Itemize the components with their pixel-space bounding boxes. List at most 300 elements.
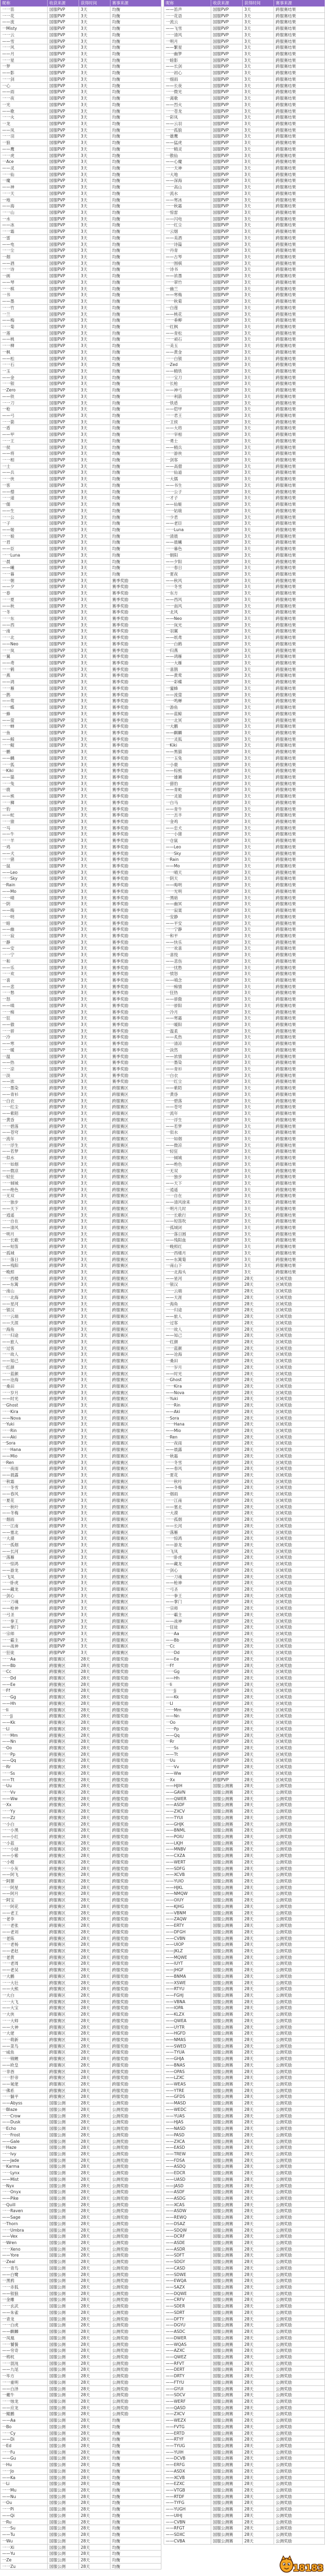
- event-cell: 公测奖励: [110, 2373, 161, 2379]
- event-cell: 公测奖励: [110, 2361, 161, 2367]
- event-cell: 区域奖励: [274, 1770, 325, 1777]
- table-row: [164, 83, 325, 89]
- source-cell: 跨服PVP: [211, 1250, 243, 1257]
- event-cell: 跨服赛区: [110, 1498, 161, 1504]
- nickname-cell: ——凤: [1, 127, 48, 134]
- source-cell: 跨服PVP: [48, 1313, 79, 1320]
- nickname-cell: ——GAVN: [164, 1789, 211, 1796]
- table-row: [1, 2272, 161, 2278]
- table-row: [1, 457, 161, 463]
- table-row: [164, 1954, 325, 1961]
- nickname-cell: 一一相: [1, 457, 48, 463]
- source-cell: 跨服PVP: [211, 1028, 243, 1035]
- nickname-cell: ——FDSA: [164, 2157, 211, 2164]
- time-cell: 28天: [79, 1802, 110, 1808]
- time-cell: 3天: [243, 495, 274, 501]
- nickname-cell: ——冬梅: [1, 1510, 48, 1516]
- source-cell: 国服PVP: [48, 228, 79, 235]
- nickname-cell: 一阿宝: [1, 1897, 48, 1904]
- event-cell: 均衡: [110, 2468, 161, 2475]
- nickname-cell: 一梦: [1, 63, 48, 70]
- source-cell: 国服PVP: [48, 317, 79, 324]
- time-cell: 3天: [243, 1212, 274, 1219]
- nickname-cell: ——Di: [1, 2436, 48, 2443]
- source-cell: 跨服PVP: [211, 1757, 243, 1764]
- time-cell: 3天: [79, 603, 110, 610]
- source-cell: 国服PVP: [48, 83, 79, 89]
- header-time: 获得时间: [79, 0, 110, 6]
- source-cell: 国服公测: [48, 2107, 79, 2113]
- source-cell: 国服PVP: [211, 463, 243, 470]
- table-row: [1, 628, 161, 635]
- source-cell: 跨服PVP: [211, 1123, 243, 1130]
- nickname-cell: ——时光: [164, 1371, 211, 1377]
- nickname-cell: 一一狐: [1, 762, 48, 768]
- nickname-cell: ——麒麟: [1, 2329, 48, 2335]
- time-cell: 3天: [243, 482, 274, 489]
- source-cell: 国服公测: [48, 2195, 79, 2202]
- table-row: [1, 2189, 161, 2195]
- event-cell: 跨服赛结果: [274, 926, 325, 933]
- table-row: [164, 1078, 325, 1085]
- source-cell: 跨服PVP: [48, 1618, 79, 1625]
- source-cell: 跨服PVP: [211, 1561, 243, 1567]
- table-row: [164, 793, 325, 800]
- nickname-cell: 一一Sky: [164, 851, 211, 857]
- table-row: [1, 977, 161, 984]
- source-cell: 国服公测赛: [211, 2252, 243, 2259]
- event-cell: 跨服赛结果: [274, 1129, 325, 1136]
- table-row: [1, 38, 161, 45]
- source-cell: 国服公测赛: [211, 2062, 243, 2069]
- table-row: [1, 1897, 161, 1904]
- time-cell: 28天: [79, 2189, 110, 2195]
- nickname-cell: 一一自在: [164, 1193, 211, 1199]
- nickname-cell: 一流水: [164, 191, 211, 197]
- event-cell: 跨服赛结果: [274, 247, 325, 254]
- event-cell: 跨服赛结果: [274, 95, 325, 102]
- time-cell: 28天: [243, 2189, 274, 2195]
- table-row: [164, 191, 325, 197]
- event-cell: 公测奖励: [110, 2335, 161, 2342]
- event-cell: 跨服奖励: [110, 1936, 161, 1942]
- time-cell: 3天: [79, 692, 110, 698]
- source-cell: 跨服PVP: [48, 1326, 79, 1333]
- time-cell: 28天: [243, 2475, 274, 2481]
- source-cell: 国服PVP: [48, 635, 79, 641]
- source-cell: 国服PVP: [48, 298, 79, 305]
- nickname-cell: 一一羽: [1, 133, 48, 140]
- table-row: [1, 1738, 161, 1745]
- source-cell: 国服PVP: [211, 762, 243, 768]
- nickname-cell: ——Dusk: [1, 2119, 48, 2126]
- nickname-cell: 一一Lynx: [1, 2170, 48, 2176]
- table-row: [1, 2183, 161, 2189]
- time-cell: 3天: [79, 736, 110, 743]
- source-cell: 跨服PVP: [48, 1599, 79, 1605]
- nickname-cell: ——TYUI: [164, 1815, 211, 1821]
- table-row: [164, 2094, 325, 2100]
- time-cell: 3天: [79, 450, 110, 457]
- source-cell: 跨服赛区: [48, 1941, 79, 1948]
- nickname-cell: ——掌门: [1, 1624, 48, 1631]
- event-cell: 区域奖励: [274, 1713, 325, 1719]
- time-cell: 28天: [79, 2113, 110, 2120]
- nickname-cell: ——SDCV: [164, 2392, 211, 2398]
- event-cell: 区域奖励: [274, 1682, 325, 1688]
- table-row: [164, 692, 325, 698]
- time-cell: 28天: [243, 1282, 274, 1288]
- nickname-cell: 一一老张: [1, 1923, 48, 1929]
- event-cell: 公测奖励: [274, 2468, 325, 2475]
- table-row: [164, 1396, 325, 1402]
- nickname-cell: 一流年: [164, 1110, 211, 1117]
- source-cell: 跨服PVP: [48, 1358, 79, 1364]
- table-row: [164, 781, 325, 787]
- source-cell: 国服PVP: [48, 584, 79, 590]
- time-cell: 3天: [79, 1339, 110, 1345]
- source-cell: 国服PVP: [48, 990, 79, 996]
- event-cell: 跨服赛结果: [274, 565, 325, 571]
- event-cell: 均衡: [110, 25, 161, 32]
- time-cell: 3天: [243, 1148, 274, 1155]
- event-cell: 赛季奖励: [110, 736, 161, 743]
- event-cell: 公测奖励: [274, 2202, 325, 2208]
- nickname-cell: 一一倾城: [164, 1155, 211, 1161]
- table-row: [164, 2532, 325, 2538]
- time-cell: 3天: [243, 1073, 274, 1079]
- source-cell: 跨服PVP: [211, 1313, 243, 1320]
- event-cell: 公测奖励: [274, 1973, 325, 1980]
- event-cell: 公测奖励: [274, 2379, 325, 2386]
- time-cell: 3天: [79, 1313, 110, 1320]
- source-cell: 跨服PVP: [211, 1041, 243, 1047]
- event-cell: 跨服奖励: [110, 2030, 161, 2037]
- time-cell: 3天: [243, 774, 274, 781]
- source-cell: 国服PVP: [211, 616, 243, 622]
- event-cell: 跨服赛区: [110, 1326, 161, 1333]
- event-cell: 跨服赛结果: [274, 368, 325, 375]
- time-cell: 3天: [79, 1098, 110, 1104]
- time-cell: 3天: [243, 146, 274, 153]
- nickname-cell: 一美玉: [164, 343, 211, 349]
- table-row: [164, 1866, 325, 1872]
- nickname-cell: 一大儒: [164, 476, 211, 482]
- event-cell: 公测奖励: [110, 2386, 161, 2392]
- nickname-cell: 一一Pp: [164, 1726, 211, 1732]
- event-cell: 赛季奖励: [110, 692, 161, 698]
- source-cell: 国服公测赛: [211, 2119, 243, 2126]
- source-cell: 跨服赛区: [48, 1815, 79, 1821]
- event-cell: 跨服赛结果: [274, 723, 325, 730]
- event-cell: 均衡: [110, 102, 161, 108]
- table-row: [1, 2329, 161, 2335]
- event-cell: 公测奖励: [110, 2392, 161, 2398]
- table-row: [1, 597, 161, 603]
- time-cell: 28天: [243, 1866, 274, 1872]
- nickname-cell: ——SDFT: [164, 2252, 211, 2259]
- event-cell: 公测奖励: [274, 2049, 325, 2056]
- event-cell: 跨服赛区: [110, 1123, 161, 1130]
- source-cell: 跨服赛区: [48, 1992, 79, 1999]
- source-cell: 跨服PVP: [211, 1516, 243, 1523]
- header-source: 收获来源: [211, 0, 243, 6]
- time-cell: 3天: [243, 13, 274, 19]
- event-cell: 均衡: [110, 146, 161, 153]
- table-row: [164, 140, 325, 146]
- nickname-cell: ——CVBN: [164, 2519, 211, 2526]
- table-row: [164, 1834, 325, 1840]
- time-cell: 3天: [243, 895, 274, 901]
- event-cell: 跨服赛结果: [274, 692, 325, 698]
- source-cell: 跨服PVP: [211, 857, 243, 863]
- event-cell: 跨服赛结果: [274, 717, 325, 724]
- left-table-body: [1, 6, 161, 2570]
- nickname-cell: 一一Raven: [1, 2208, 48, 2214]
- table-row: [1, 406, 161, 413]
- source-cell: 跨服PVP: [211, 984, 243, 990]
- nickname-cell: ——长河: [164, 1523, 211, 1529]
- nickname-cell: 一一天神: [164, 165, 211, 172]
- nickname-cell: 一一浮生: [164, 1117, 211, 1123]
- nickname-cell: ——大熊: [1, 1986, 48, 1992]
- event-cell: 区域奖励: [274, 1738, 325, 1745]
- event-cell: 区域奖励: [274, 1326, 325, 1333]
- event-cell: 跨服赛区: [110, 1491, 161, 1498]
- nickname-cell: ——烈火: [164, 102, 211, 108]
- table-row: [1, 1999, 161, 2005]
- source-cell: 国服PVP: [48, 965, 79, 971]
- time-cell: 28天: [243, 1859, 274, 1866]
- source-cell: 国服公测: [48, 2145, 79, 2151]
- time-cell: 3天: [79, 406, 110, 413]
- table-row: [164, 1529, 325, 1536]
- source-cell: 国服PVP: [48, 1054, 79, 1060]
- table-row: [1, 2030, 161, 2037]
- event-cell: 公测奖励: [110, 2342, 161, 2348]
- time-cell: 28天: [79, 1688, 110, 1694]
- time-cell: 3天: [79, 210, 110, 216]
- time-cell: 28天: [243, 2081, 274, 2088]
- time-cell: 3天: [79, 635, 110, 641]
- source-cell: 国服PVP: [48, 552, 79, 559]
- nickname-cell: 一一Sky: [1, 875, 48, 882]
- table-row: [1, 736, 161, 743]
- event-cell: 赛季奖励: [110, 730, 161, 736]
- table-row: [1, 2157, 161, 2164]
- source-cell: 国服PVP: [48, 933, 79, 939]
- left-table: [0, 0, 161, 2570]
- source-cell: 国服公测赛: [211, 2043, 243, 2050]
- nickname-cell: ——西风: [164, 597, 211, 603]
- nickname-cell: 一一刀魂: [1, 1599, 48, 1605]
- event-cell: 跨服赛结果: [274, 755, 325, 762]
- source-cell: 国服PVP: [48, 844, 79, 851]
- nickname-cell: 一一大雁: [164, 660, 211, 666]
- time-cell: 3天: [79, 685, 110, 692]
- table-row: [164, 641, 325, 648]
- event-cell: 跨服奖励: [110, 1770, 161, 1777]
- table-row: [1, 2113, 161, 2120]
- table-row: [164, 2519, 325, 2526]
- event-cell: 赛季奖励: [110, 984, 161, 990]
- source-cell: 跨服PVP: [211, 1301, 243, 1307]
- table-row: [164, 2202, 325, 2208]
- nickname-cell: 一一朝: [1, 578, 48, 584]
- time-cell: 3天: [243, 1110, 274, 1117]
- table-row: [1, 235, 161, 241]
- time-cell: 28天: [79, 2348, 110, 2354]
- nickname-cell: ——曦: [1, 565, 48, 571]
- nickname-cell: 一一痴: [1, 1009, 48, 1016]
- source-cell: 国服公测赛: [211, 2405, 243, 2411]
- table-row: [1, 1688, 161, 1694]
- source-cell: 跨服PVP: [211, 1244, 243, 1250]
- table-row: [164, 1960, 325, 1967]
- nickname-cell: 一剑心: [1, 1593, 48, 1599]
- event-cell: 跨服奖励: [110, 1726, 161, 1732]
- source-cell: 跨服PVP: [211, 1155, 243, 1161]
- nickname-cell: ——DCVB: [164, 2455, 211, 2462]
- table-row: [1, 2037, 161, 2043]
- source-cell: 跨服赛区: [48, 1757, 79, 1764]
- event-cell: 跨服赛结果: [274, 1009, 325, 1016]
- nickname-cell: ——苍穹: [164, 1104, 211, 1110]
- source-cell: 国服PVP: [48, 742, 79, 749]
- source-cell: 跨服赛区: [48, 1904, 79, 1910]
- event-cell: 跨服赛结果: [274, 1041, 325, 1047]
- nickname-cell: 一Ren: [164, 1434, 211, 1441]
- table-row: [164, 2481, 325, 2487]
- nickname-cell: 一一故人: [164, 1326, 211, 1333]
- time-cell: 3天: [79, 520, 110, 527]
- nickname-cell: 一惊雷: [164, 210, 211, 216]
- source-cell: 跨服PVP: [48, 1561, 79, 1567]
- source-cell: 跨服PVP: [211, 958, 243, 965]
- source-cell: 国服PVP: [211, 552, 243, 559]
- table-row: [1, 1294, 161, 1301]
- time-cell: 3天: [243, 508, 274, 514]
- event-cell: 跨服赛结果: [274, 945, 325, 952]
- table-row: [164, 2278, 325, 2284]
- time-cell: 3天: [79, 1231, 110, 1238]
- nickname-cell: ——长夜: [164, 83, 211, 89]
- source-cell: 跨服PVP: [211, 1447, 243, 1453]
- nickname-cell: 一过客: [1, 1345, 48, 1352]
- nickname-cell: ——Neo: [164, 616, 211, 622]
- nickname-cell: ——快乐: [164, 939, 211, 946]
- time-cell: 3天: [79, 476, 110, 482]
- source-cell: 国服PVP: [48, 762, 79, 768]
- event-cell: 跨服赛区: [110, 1624, 161, 1631]
- nickname-cell: ——微凉: [164, 1142, 211, 1149]
- time-cell: 3天: [243, 1034, 274, 1041]
- source-cell: 跨服PVP: [48, 1516, 79, 1523]
- nickname-cell: ——嗔: [1, 1003, 48, 1009]
- source-cell: 国服PVP: [48, 565, 79, 571]
- table-row: [1, 400, 161, 407]
- time-cell: 3天: [243, 1187, 274, 1193]
- nickname-cell: 一一山: [1, 210, 48, 216]
- nickname-cell: 一一Rin: [1, 1428, 48, 1434]
- event-cell: 赛季奖励: [110, 1054, 161, 1060]
- table-row: [164, 1472, 325, 1479]
- event-cell: 跨服赛结果: [274, 184, 325, 191]
- nickname-cell: ——古琴: [164, 254, 211, 260]
- table-row: [164, 1986, 325, 1992]
- table-row: [1, 679, 161, 685]
- time-cell: 28天: [79, 1941, 110, 1948]
- table-row: [164, 1599, 325, 1605]
- event-cell: 跨服赛区: [110, 1466, 161, 1472]
- time-cell: 3天: [243, 971, 274, 977]
- nickname-cell: 一一夜雨: [164, 1440, 211, 1447]
- table-row: [1, 273, 161, 279]
- table-row: [1, 1155, 161, 1161]
- table-row: [1, 102, 161, 108]
- source-cell: 国服公测: [48, 2119, 79, 2126]
- table-row: [164, 1479, 325, 1485]
- time-cell: 28天: [79, 2030, 110, 2037]
- nickname-cell: 一一Zu: [1, 2564, 48, 2570]
- source-cell: 跨服PVP: [211, 1453, 243, 1460]
- event-cell: 跨服赛区: [110, 1415, 161, 1422]
- table-row: [1, 926, 161, 933]
- table-row: [164, 1091, 325, 1098]
- event-cell: 公测奖励: [110, 2221, 161, 2227]
- table-row: [1, 153, 161, 159]
- nickname-cell: 一地: [1, 197, 48, 204]
- event-cell: 跨服赛区: [110, 1085, 161, 1091]
- nickname-cell: 一剑客: [164, 457, 211, 463]
- event-cell: 均衡: [110, 381, 161, 387]
- time-cell: 3天: [79, 197, 110, 204]
- source-cell: 跨服赛区: [48, 2049, 79, 2056]
- source-cell: 国服公测赛: [211, 2221, 243, 2227]
- source-cell: 国服PVP: [211, 127, 243, 134]
- nickname-cell: 一Zed: [164, 362, 211, 368]
- time-cell: 28天: [243, 1561, 274, 1567]
- time-cell: 3天: [243, 336, 274, 343]
- source-cell: 国服PVP: [48, 76, 79, 83]
- nickname-cell: ——Mist: [1, 2176, 48, 2183]
- event-cell: 跨服赛区: [110, 1390, 161, 1396]
- time-cell: 28天: [79, 2043, 110, 2050]
- source-cell: 国服PVP: [48, 247, 79, 254]
- source-cell: 国服PVP: [211, 279, 243, 286]
- nickname-cell: ——RFGT: [164, 2525, 211, 2532]
- time-cell: 28天: [79, 2297, 110, 2303]
- nickname-cell: 一弓圣: [1, 1612, 48, 1618]
- source-cell: 跨服PVP: [211, 926, 243, 933]
- time-cell: 3天: [243, 153, 274, 159]
- table-row: [1, 1460, 161, 1466]
- nickname-cell: 一一宝刀: [164, 375, 211, 381]
- source-cell: 国服公测: [48, 2564, 79, 2570]
- event-cell: 均衡: [110, 2500, 161, 2506]
- table-row: [1, 2468, 161, 2475]
- event-cell: 公测奖励: [274, 2342, 325, 2348]
- event-cell: 均衡: [110, 298, 161, 305]
- source-cell: 国服PVP: [211, 292, 243, 298]
- time-cell: 3天: [79, 1535, 110, 1542]
- source-cell: 国服PVP: [211, 349, 243, 356]
- nickname-cell: 一大白: [1, 1992, 48, 1999]
- source-cell: 国服公测赛: [211, 2348, 243, 2354]
- table-row: [1, 2506, 161, 2513]
- time-cell: 28天: [79, 2227, 110, 2234]
- event-cell: 跨服奖励: [110, 1992, 161, 1999]
